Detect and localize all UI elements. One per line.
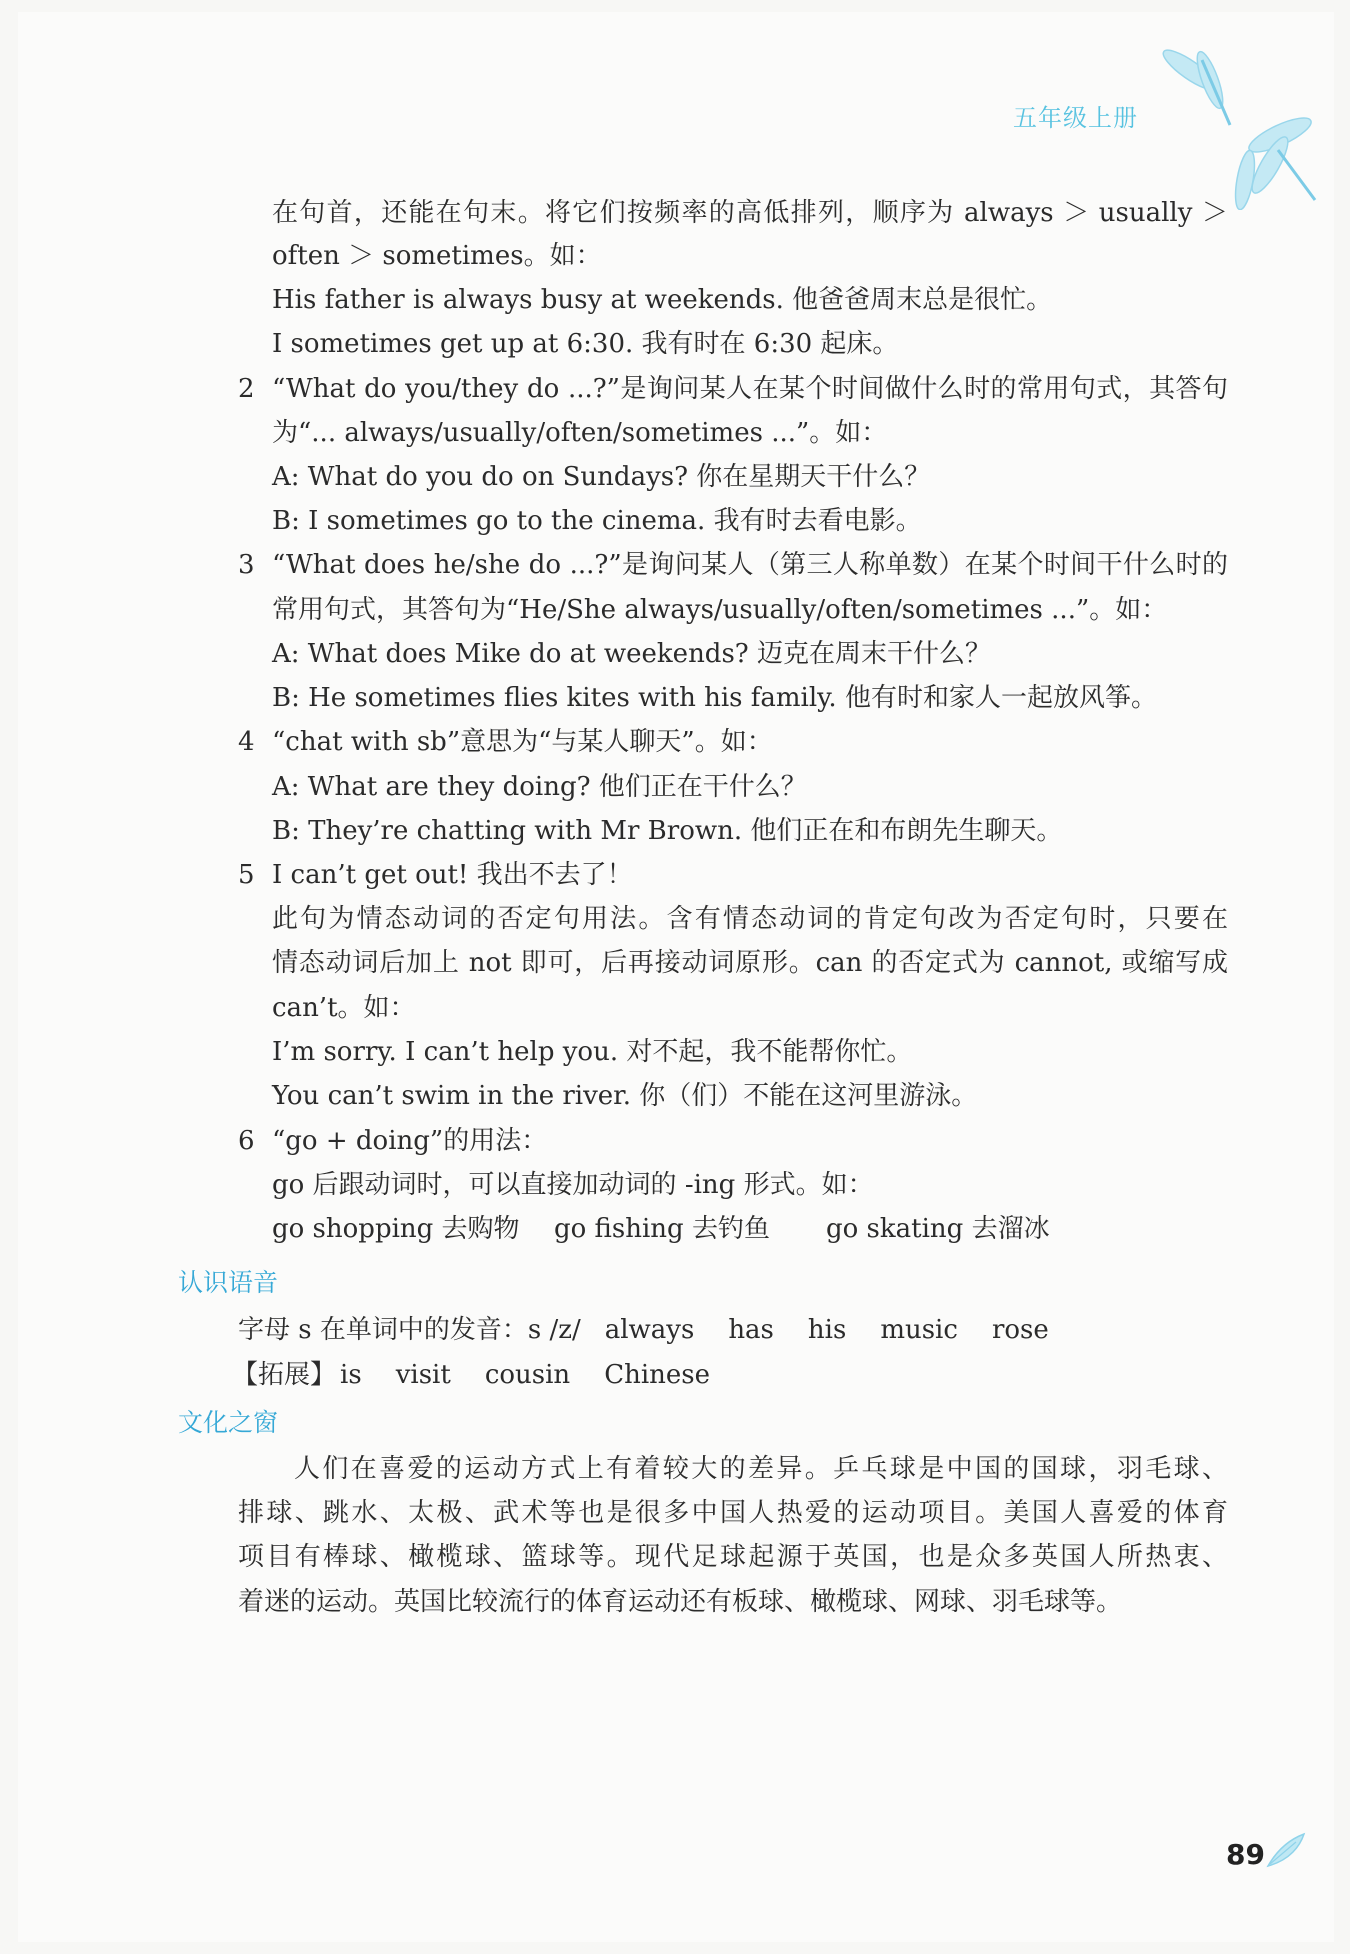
- item-line: “What does he/she do ...?”是询问某人（第三人称单数）在某个时间干什么时的: [272, 550, 1228, 580]
- example-line: I’m sorry. I can’t help you. 对不起，我不能帮你忙。: [272, 1037, 913, 1067]
- item-number: 6: [238, 1126, 255, 1156]
- phonics-word: his: [807, 1315, 847, 1345]
- section-title-phonics: 认识语音: [178, 1268, 279, 1297]
- culture-line: 项目有棒球、橄榄球、篮球等。现代足球起源于英国，也是众多英国人所热衷、: [238, 1542, 1228, 1572]
- example-line: A: What does Mike do at weekends? 迈克在周末干什么？: [272, 639, 991, 669]
- item-line: 此句为情态动词的否定句用法。含有情态动词的肯定句改为否定句时，只要在: [272, 904, 1228, 934]
- example-line: go fishing 去钓鱼: [554, 1214, 770, 1244]
- item-number: 4: [238, 727, 255, 757]
- example-line: A: What are they doing? 他们正在干什么？: [272, 772, 807, 802]
- phonics-word: always: [604, 1315, 695, 1345]
- extension-word: visit: [395, 1360, 451, 1390]
- item-line: “What do you/they do ...?”是询问某人在某个时间做什么时的常用句式，其答句: [272, 374, 1228, 404]
- item-number: 5: [238, 860, 255, 890]
- extension-label: 【拓展】: [232, 1360, 337, 1390]
- item-line: 常用句式，其答句为“He/She always/usually/often/sometimes ...”。如：: [272, 595, 1168, 625]
- extension-word: Chinese: [604, 1360, 711, 1390]
- example-line: go skating 去溜冰: [826, 1214, 1050, 1244]
- phonics-word: rose: [991, 1315, 1049, 1345]
- item-number: 3: [238, 550, 255, 580]
- item-number: 2: [238, 374, 255, 404]
- item-line: “chat with sb”意思为“与某人聊天”。如：: [272, 727, 773, 757]
- dragonfly-icon: [1150, 40, 1330, 210]
- example-line: His father is always busy at weekends. 他爸爸周末总是很忙。: [272, 285, 1053, 315]
- leaf-icon: [1266, 1832, 1306, 1868]
- example-line: B: They’re chatting with Mr Brown. 他们正在和布朗先生聊天。: [272, 816, 1063, 846]
- example-line: I sometimes get up at 6:30. 我有时在 6:30 起床。: [272, 329, 899, 359]
- item-line: go 后跟动词时，可以直接加动词的 -ing 形式。如：: [272, 1170, 874, 1200]
- item-line: “go + doing”的用法：: [272, 1126, 548, 1156]
- item-line: I can’t get out! 我出不去了！: [272, 860, 633, 890]
- para-line: 在句首，还能在句末。将它们按频率的高低排列，顺序为 always ＞ usually ＞: [272, 198, 1228, 228]
- phonics-intro: 字母 s 在单词中的发音：s /z/: [238, 1315, 581, 1345]
- culture-line: 人们在喜爱的运动方式上有着较大的差异。乒乓球是中国的国球，羽毛球、: [294, 1454, 1228, 1484]
- extension-word: is: [340, 1360, 362, 1390]
- grade-header: 五年级上册: [1013, 104, 1138, 132]
- phonics-extension-line: [232, 1362, 744, 1388]
- phonics-word: music: [880, 1315, 958, 1345]
- item-line: 情态动词后加上 not 即可，后再接动词原形。can 的否定式为 cannot, 或缩写成: [272, 948, 1228, 978]
- extension-word: cousin: [484, 1360, 571, 1390]
- item-line: can’t。如：: [272, 993, 416, 1023]
- section-title-culture: 文化之窗: [178, 1408, 279, 1437]
- item-line: 为“... always/usually/often/sometimes ...”。如：: [272, 418, 888, 448]
- example-line: B: He sometimes flies kites with his family. 他有时和家人一起放风筝。: [272, 683, 1157, 713]
- culture-line: 着迷的运动。英国比较流行的体育运动还有板球、橄榄球、网球、羽毛球等。: [238, 1587, 1123, 1617]
- para-line: often ＞ sometimes。如：: [272, 241, 602, 271]
- example-line: A: What do you do on Sundays? 你在星期天干什么？: [272, 462, 931, 492]
- culture-line: 排球、跳水、太极、武术等也是很多中国人热爱的运动项目。美国人喜爱的体育: [238, 1498, 1228, 1528]
- phonics-line: [238, 1317, 1083, 1343]
- example-line: You can’t swim in the river. 你（们）不能在这河里游泳。: [272, 1081, 978, 1111]
- phonics-word: has: [728, 1315, 774, 1345]
- example-line: go shopping 去购物: [272, 1214, 520, 1244]
- page-number: 89: [1226, 1838, 1265, 1871]
- example-line: B: I sometimes go to the cinema. 我有时去看电影。: [272, 506, 922, 536]
